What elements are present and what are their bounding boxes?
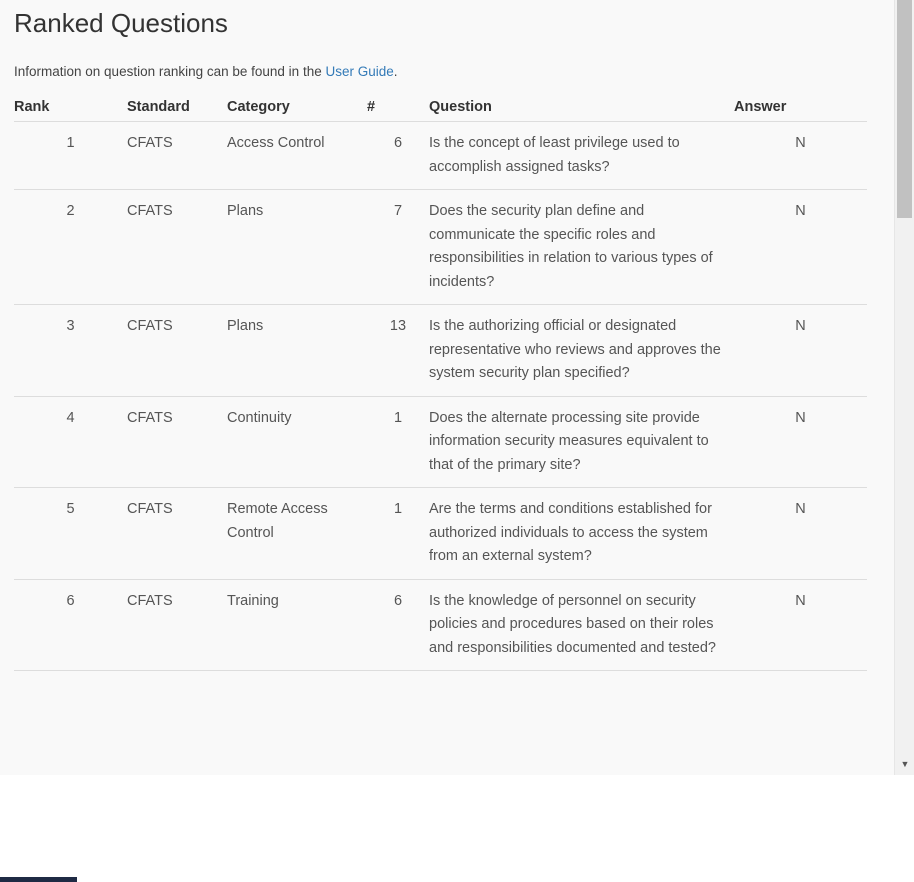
intro-text-label: Information on question ranking can be found in the <box>14 64 326 79</box>
table-row[interactable] <box>14 579 867 671</box>
cell-standard: CFATS <box>127 305 227 397</box>
header-question: Question <box>429 92 734 122</box>
table-row[interactable] <box>14 488 867 580</box>
cell-question: Does the alternate processing site provide information security measures equivalent to that of the primary site? <box>429 396 734 488</box>
cell-number: 7 <box>367 190 429 305</box>
cell-question: Is the knowledge of personnel on security policies and procedures based on their roles and responsibilities documented and tested? <box>429 579 734 671</box>
cell-rank: 2 <box>14 190 127 305</box>
header-standard: Standard <box>127 92 227 122</box>
cell-rank: 1 <box>14 122 127 190</box>
cell-number: 1 <box>367 396 429 488</box>
cell-rank: 5 <box>14 488 127 580</box>
scrollbar-thumb[interactable] <box>897 0 912 218</box>
bottom-accent-bar <box>0 877 77 882</box>
header-answer: Answer <box>734 92 867 122</box>
cell-standard: CFATS <box>127 396 227 488</box>
ranked-questions-table <box>14 92 867 671</box>
cell-answer: N <box>734 305 867 397</box>
cell-question: Are the terms and conditions established for authorized individuals to access the system from an external system? <box>429 488 734 580</box>
cell-rank: 3 <box>14 305 127 397</box>
intro-suffix: . <box>393 64 398 79</box>
intro-text <box>14 64 398 79</box>
cell-rank: 4 <box>14 396 127 488</box>
cell-number: 6 <box>367 122 429 190</box>
scroll-down-arrow-icon[interactable]: ▼ <box>900 759 910 769</box>
cell-category: Continuity <box>227 396 367 488</box>
page-title: Ranked Questions <box>14 8 228 38</box>
cell-answer: N <box>734 190 867 305</box>
cell-question: Does the security plan define and communicate the specific roles and responsibilities in relation to various types of incidents? <box>429 190 734 305</box>
cell-category: Access Control <box>227 122 367 190</box>
cell-answer: N <box>734 579 867 671</box>
cell-number: 6 <box>367 579 429 671</box>
vertical-scrollbar[interactable] <box>894 0 914 775</box>
cell-answer: N <box>734 122 867 190</box>
cell-number: 1 <box>367 488 429 580</box>
cell-standard: CFATS <box>127 579 227 671</box>
cell-standard: CFATS <box>127 122 227 190</box>
cell-category: Remote Access Control <box>227 488 367 580</box>
header-rank: Rank <box>14 92 127 122</box>
table-row[interactable] <box>14 190 867 305</box>
cell-question: Is the authorizing official or designated representative who reviews and approves the system security plan specified? <box>429 305 734 397</box>
cell-answer: N <box>734 396 867 488</box>
cell-standard: CFATS <box>127 190 227 305</box>
cell-standard: CFATS <box>127 488 227 580</box>
cell-category: Plans <box>227 190 367 305</box>
cell-rank: 6 <box>14 579 127 671</box>
table-row[interactable] <box>14 396 867 488</box>
table-row[interactable] <box>14 122 867 190</box>
table-header-row <box>14 92 867 122</box>
cell-number: 13 <box>367 305 429 397</box>
table-row[interactable] <box>14 305 867 397</box>
user-guide-link[interactable]: User Guide <box>325 64 394 79</box>
header-number: # <box>367 92 429 122</box>
cell-category: Plans <box>227 305 367 397</box>
cell-question: Is the concept of least privilege used to accomplish assigned tasks? <box>429 122 734 190</box>
cell-category: Training <box>227 579 367 671</box>
cell-answer: N <box>734 488 867 580</box>
header-category: Category <box>227 92 367 122</box>
